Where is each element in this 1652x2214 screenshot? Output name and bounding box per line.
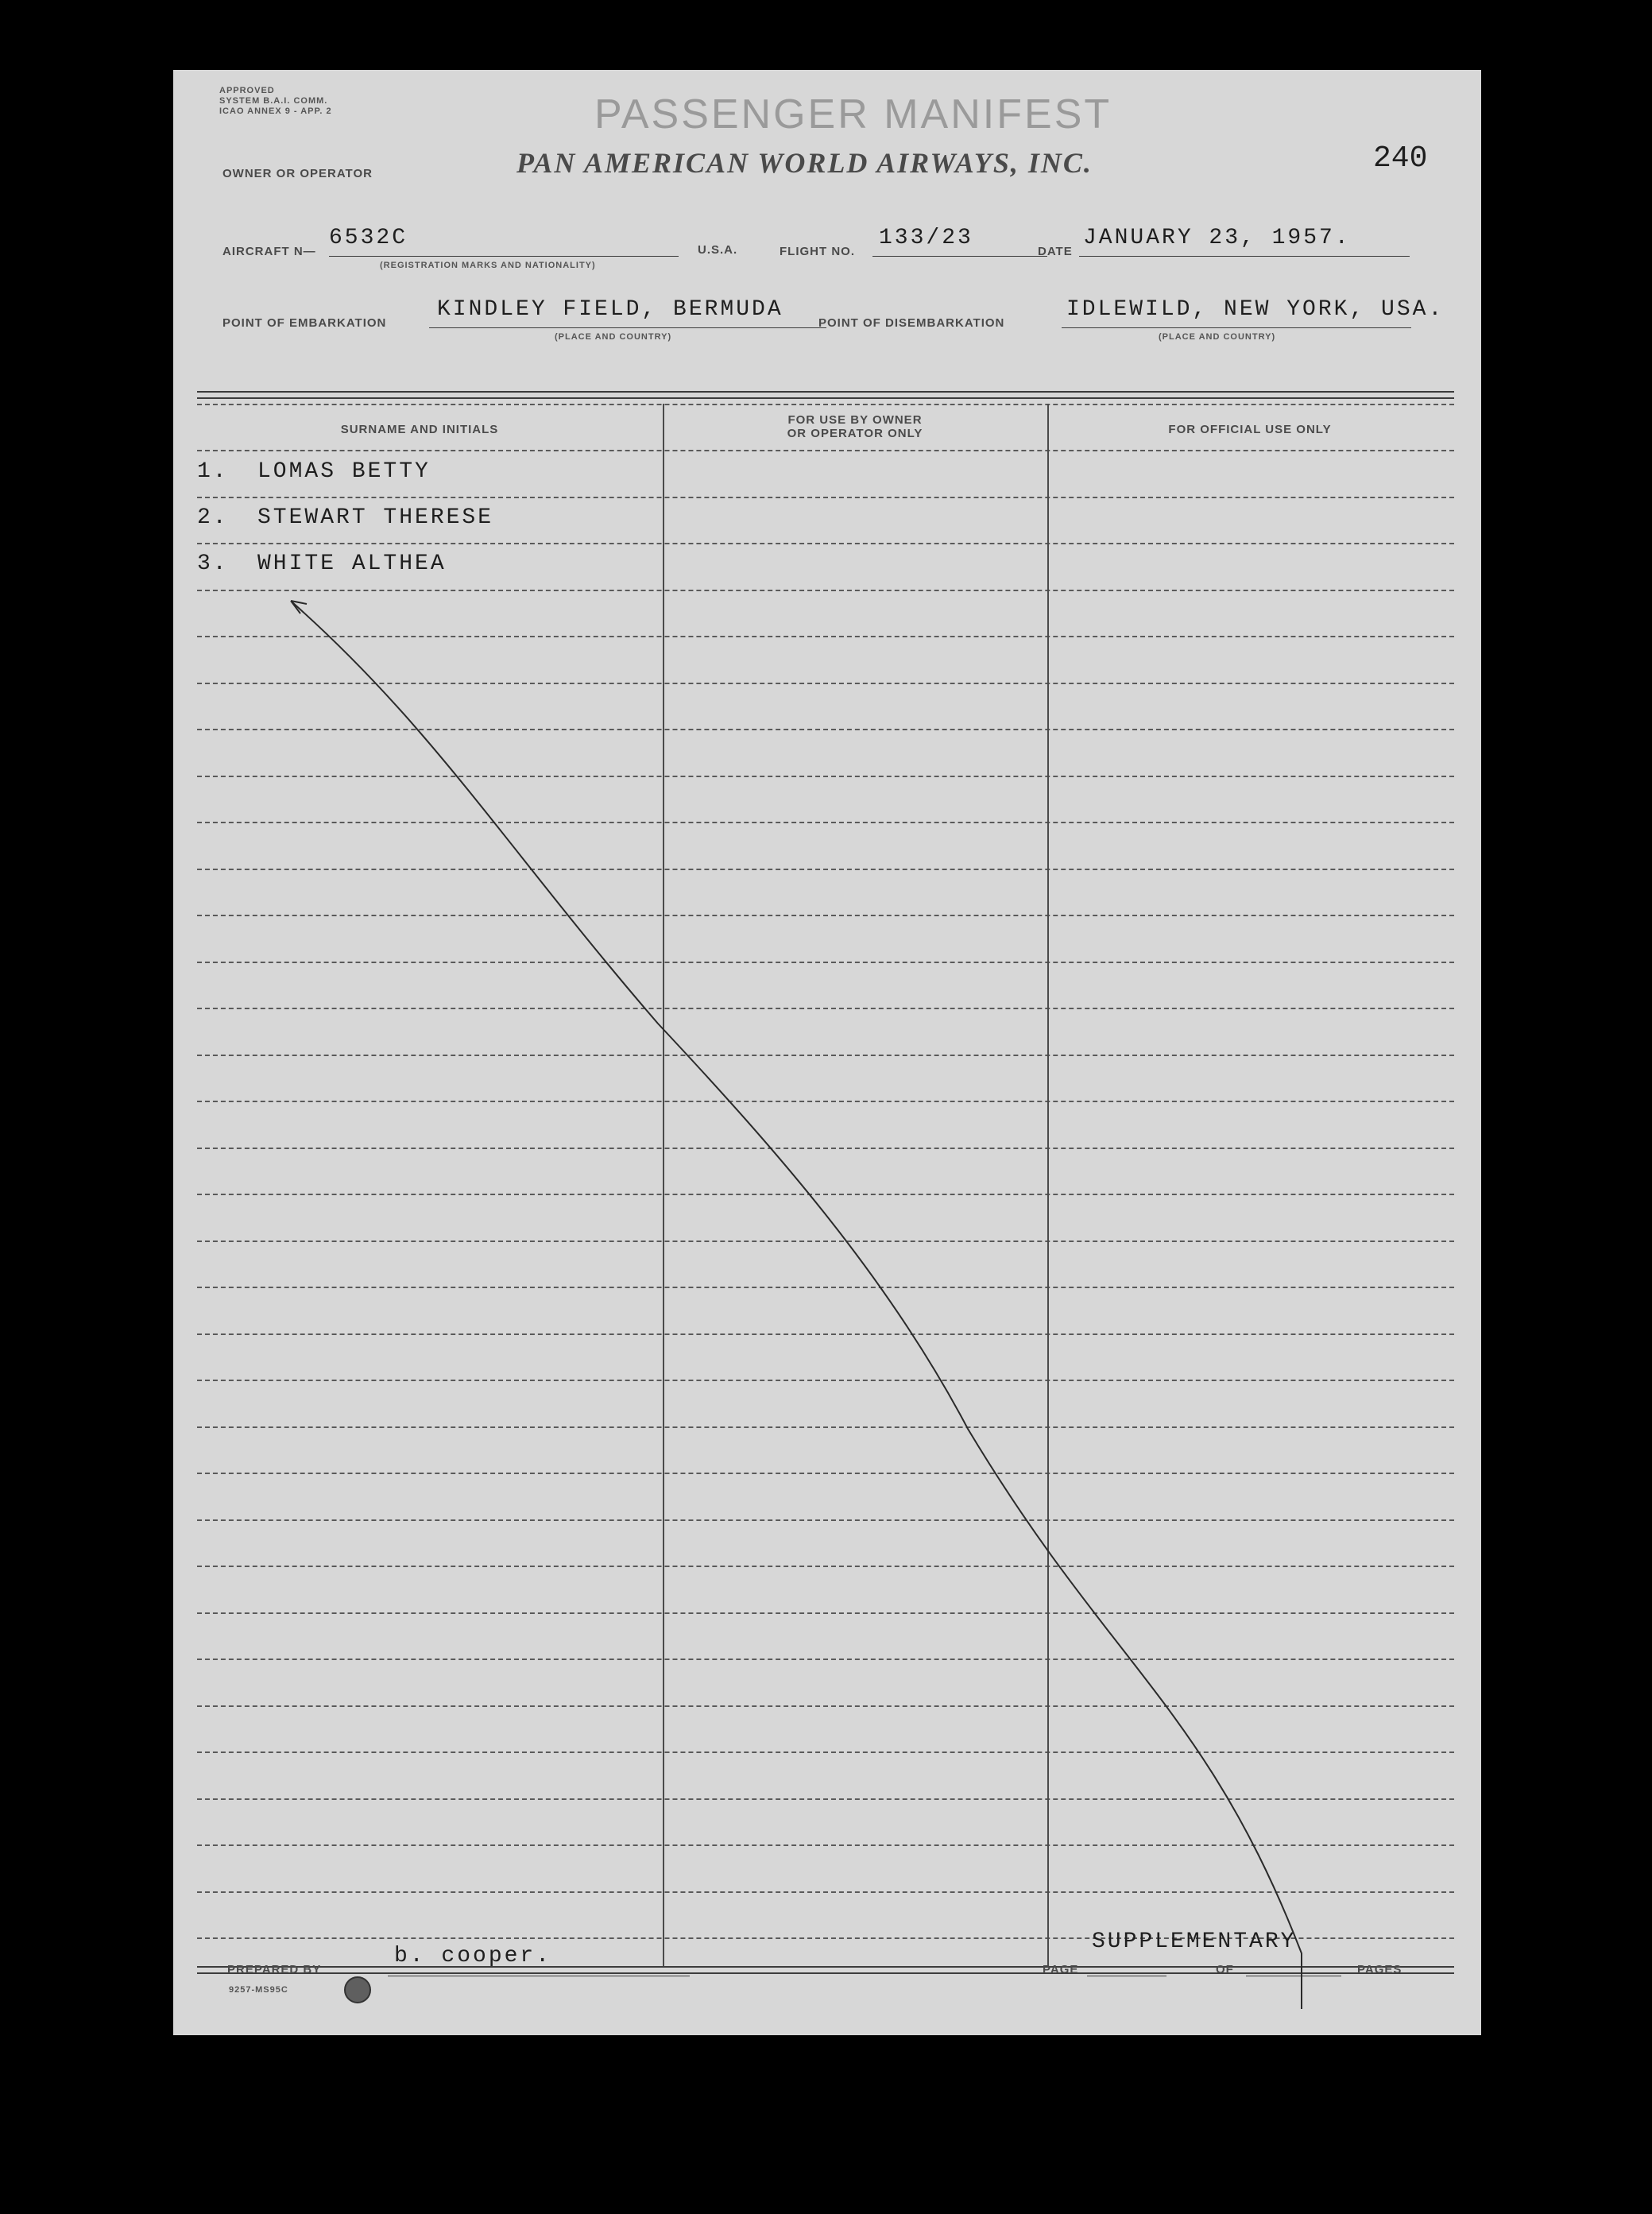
page-label: PAGE bbox=[1043, 1963, 1079, 1976]
diagonal-cancel-line bbox=[173, 70, 1481, 2035]
embarkation-label: POINT OF EMBARKATION bbox=[222, 316, 387, 330]
col-header-official: FOR OFFICIAL USE ONLY bbox=[1168, 423, 1332, 436]
embarkation-value: KINDLEY FIELD, BERMUDA bbox=[437, 297, 783, 322]
approval-line: APPROVED bbox=[219, 86, 275, 95]
manifest-title: PASSENGER MANIFEST bbox=[594, 91, 1112, 137]
col-header-surname: SURNAME AND INITIALS bbox=[340, 423, 499, 436]
col-header-owner-line: FOR USE BY OWNER bbox=[787, 413, 923, 427]
pages-label: PAGES bbox=[1357, 1963, 1402, 1976]
prepared-value: b. cooper. bbox=[394, 1944, 552, 1968]
flight-label: FLIGHT NO. bbox=[780, 245, 855, 258]
date-value: JANUARY 23, 1957. bbox=[1083, 226, 1351, 250]
passenger-num: 2. bbox=[197, 505, 229, 530]
page-number: 240 bbox=[1373, 141, 1428, 176]
passenger-name: WHITE ALTHEA bbox=[257, 552, 447, 576]
disembarkation-label: POINT OF DISEMBARKATION bbox=[818, 316, 1005, 330]
manifest-page bbox=[173, 70, 1481, 2035]
aircraft-label: AIRCRAFT N— bbox=[222, 245, 316, 258]
aircraft-value: 6532C bbox=[329, 226, 408, 250]
disembarkation-value: IDLEWILD, NEW YORK, USA. bbox=[1066, 297, 1445, 322]
embarkation-note: (PLACE AND COUNTRY) bbox=[555, 332, 672, 342]
supplementary-label: SUPPLEMENTARY bbox=[1092, 1930, 1297, 1954]
owner-value: PAN AMERICAN WORLD AIRWAYS, INC. bbox=[516, 147, 1093, 179]
disembarkation-note: (PLACE AND COUNTRY) bbox=[1159, 332, 1276, 342]
passenger-name: STEWART THERESE bbox=[257, 505, 494, 530]
col-header-owner-line: OR OPERATOR ONLY bbox=[787, 427, 923, 440]
approval-line: ICAO ANNEX 9 - APP. 2 bbox=[219, 106, 332, 116]
passenger-num: 3. bbox=[197, 552, 229, 576]
passenger-num: 1. bbox=[197, 459, 229, 484]
nationality-value: U.S.A. bbox=[698, 243, 738, 257]
approval-line: SYSTEM B.A.I. COMM. bbox=[219, 96, 328, 106]
flight-value: 133/23 bbox=[879, 226, 973, 250]
registration-note: (REGISTRATION MARKS AND NATIONALITY) bbox=[380, 261, 596, 270]
owner-label: OWNER OR OPERATOR bbox=[222, 167, 373, 180]
prepared-label: PREPARED BY bbox=[227, 1963, 322, 1976]
passenger-name: LOMAS BETTY bbox=[257, 459, 431, 484]
form-code: 9257-MS95C bbox=[229, 1985, 288, 1995]
date-label: DATE bbox=[1038, 245, 1073, 258]
of-label: OF bbox=[1216, 1963, 1234, 1976]
